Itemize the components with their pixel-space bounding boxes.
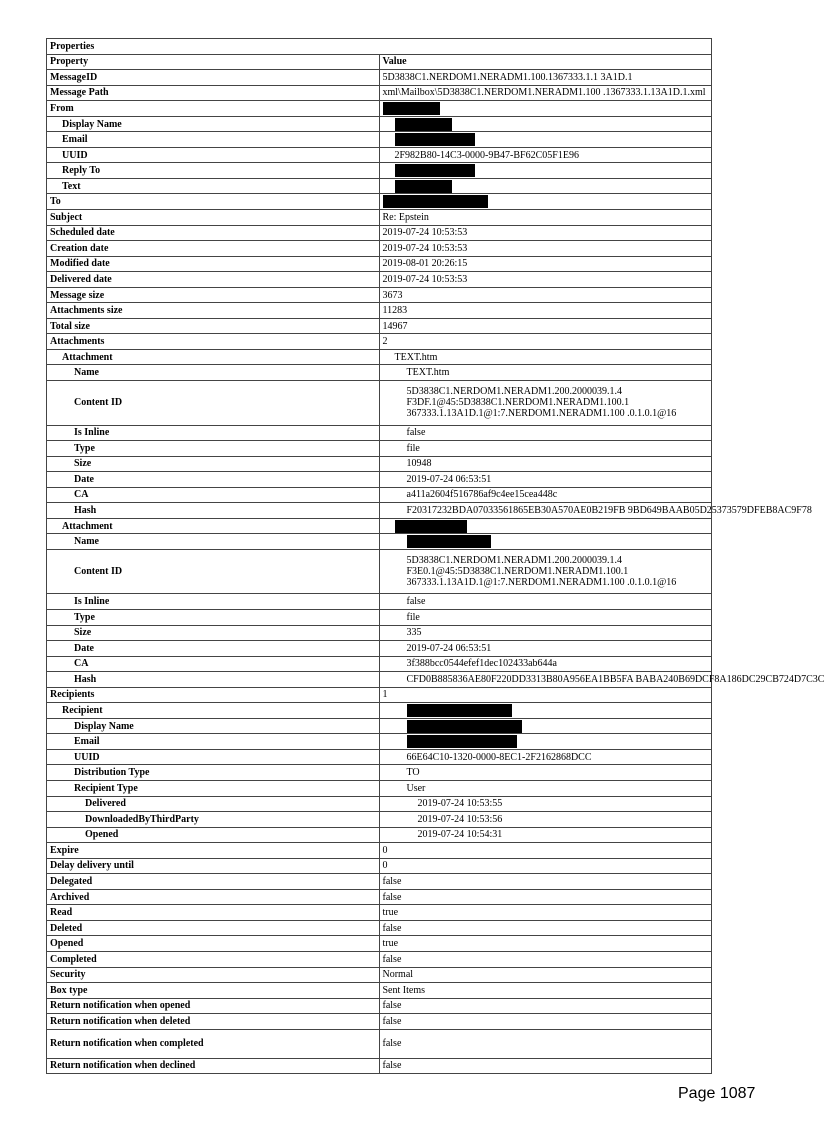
- property-row: [47, 365, 712, 381]
- page-number: Page 1087: [678, 1085, 756, 1102]
- property-value: 11283: [379, 303, 712, 319]
- property-name: UUID: [47, 147, 380, 163]
- property-name: Hash: [47, 503, 380, 519]
- property-value: 2: [379, 334, 712, 350]
- property-value: [379, 163, 712, 179]
- property-value: CFD0B885836AE80F220DD3313B80A956EA1BB5FA BABA240B69DCF8A186DC29CB724D7C3C: [379, 672, 712, 688]
- property-value-line: 367333.1.13A1D.1@1:7.NERDOM1.NERADM1.100 .0.1.0.1@16: [406, 577, 677, 589]
- property-name: Return notification when declined: [47, 1058, 380, 1074]
- property-name: Hash: [47, 672, 380, 688]
- property-name: Read: [47, 905, 380, 921]
- header-row: [47, 54, 712, 70]
- property-value: 5D3838C1.NERDOM1.NERADM1.100.1367333.1.1 3A1D.1: [379, 70, 712, 86]
- property-name: Message size: [47, 287, 380, 303]
- property-row: [47, 163, 712, 179]
- property-name: Name: [47, 534, 380, 550]
- property-value: [379, 178, 712, 194]
- property-value: [379, 734, 712, 750]
- property-value: false: [379, 889, 712, 905]
- property-value: 3673: [379, 287, 712, 303]
- property-name: Return notification when deleted: [47, 1014, 380, 1030]
- property-value: TO: [379, 765, 712, 781]
- property-value: file: [379, 609, 712, 625]
- property-value: 2019-07-24 10:53:56: [379, 812, 712, 828]
- redaction-box: [395, 164, 475, 177]
- property-name: Message Path: [47, 85, 380, 101]
- property-row: [47, 998, 712, 1014]
- property-row: [47, 441, 712, 457]
- redaction-box: [395, 180, 452, 193]
- property-row: [47, 318, 712, 334]
- property-value: false: [379, 920, 712, 936]
- property-name: Type: [47, 609, 380, 625]
- property-row: [47, 116, 712, 132]
- property-value: 2019-07-24 10:54:31: [379, 827, 712, 843]
- property-row: [47, 178, 712, 194]
- property-value: [379, 132, 712, 148]
- property-value: [379, 534, 712, 550]
- property-value-line: 5D3838C1.NERDOM1.NERADM1.200.2000039.1.4: [406, 555, 623, 567]
- property-value: xml\Mailbox\5D3838C1.NERDOM1.NERADM1.100 .1367333.1.13A1D.1.xml: [379, 85, 712, 101]
- property-name: Is Inline: [47, 594, 380, 610]
- property-value: [379, 194, 712, 210]
- header-property: Property: [47, 54, 380, 70]
- property-value: false: [379, 1014, 712, 1030]
- property-value: 10948: [379, 456, 712, 472]
- property-name: Creation date: [47, 241, 380, 257]
- property-value: 2019-07-24 06:53:51: [379, 641, 712, 657]
- property-name: Text: [47, 178, 380, 194]
- property-row: [47, 472, 712, 488]
- property-value: false: [379, 998, 712, 1014]
- section-title: Properties: [47, 39, 712, 55]
- property-name: Recipient: [47, 703, 380, 719]
- property-value: User: [379, 780, 712, 796]
- property-value: F20317232BDA07033561865EB30A570AE0B219FB 9BD649BAAB05D25373579DFEB8AC9F78: [379, 503, 712, 519]
- property-name: Total size: [47, 318, 380, 334]
- property-row: [47, 749, 712, 765]
- property-name: Is Inline: [47, 425, 380, 441]
- property-name: Display Name: [47, 718, 380, 734]
- property-row: [47, 503, 712, 519]
- property-row: [47, 225, 712, 241]
- property-row: [47, 349, 712, 365]
- property-name: Distribution Type: [47, 765, 380, 781]
- property-row: [47, 334, 712, 350]
- property-row: [47, 672, 712, 688]
- property-name: Name: [47, 365, 380, 381]
- property-value: 66E64C10-1320-0000-8EC1-2F2162868DCC: [379, 749, 712, 765]
- property-value: 2019-07-24 10:53:53: [379, 225, 712, 241]
- property-value: false: [379, 1029, 712, 1058]
- properties-table-body: [47, 39, 824, 1074]
- property-name: Type: [47, 441, 380, 457]
- property-name: To: [47, 194, 380, 210]
- property-row: [47, 194, 712, 210]
- property-name: Attachment: [47, 349, 380, 365]
- property-name: Deleted: [47, 920, 380, 936]
- property-name: Recipient Type: [47, 780, 380, 796]
- property-row: [47, 780, 712, 796]
- property-row: [47, 487, 712, 503]
- property-row: [47, 625, 712, 641]
- property-row: [47, 549, 712, 594]
- property-row: [47, 718, 712, 734]
- property-row: [47, 241, 712, 257]
- property-value-line: F3DF.1@45:5D3838C1.NERDOM1.NERADM1.100.1: [406, 397, 630, 409]
- section-title-row: [47, 39, 712, 55]
- property-value: 2019-07-24 10:53:53: [379, 241, 712, 257]
- redaction-box: [407, 720, 522, 733]
- property-row: [47, 303, 712, 319]
- redaction-box: [407, 704, 512, 717]
- property-value-line: 367333.1.13A1D.1@1:7.NERDOM1.NERADM1.100 .0.1.0.1@16: [406, 408, 677, 420]
- property-row: [47, 812, 712, 828]
- property-row: [47, 1014, 712, 1030]
- header-value: Value: [379, 54, 712, 70]
- property-row: [47, 85, 712, 101]
- property-name: Size: [47, 456, 380, 472]
- property-row: [47, 256, 712, 272]
- property-value-line: 5D3838C1.NERDOM1.NERADM1.200.2000039.1.4: [406, 386, 623, 398]
- property-name: Reply To: [47, 163, 380, 179]
- property-row: [47, 381, 712, 426]
- redaction-box: [395, 133, 475, 146]
- property-name: Completed: [47, 951, 380, 967]
- property-value: 14967: [379, 318, 712, 334]
- property-value: [379, 718, 712, 734]
- property-row: [47, 210, 712, 226]
- property-row: [47, 983, 712, 999]
- property-row: [47, 534, 712, 550]
- property-value: true: [379, 936, 712, 952]
- property-row: [47, 101, 712, 117]
- property-value: 0: [379, 843, 712, 859]
- property-value: [379, 703, 712, 719]
- property-row: [47, 594, 712, 610]
- property-name: Expire: [47, 843, 380, 859]
- property-value: 2019-07-24 06:53:51: [379, 472, 712, 488]
- property-row: [47, 843, 712, 859]
- property-name: CA: [47, 656, 380, 672]
- property-value: 2019-08-01 20:26:15: [379, 256, 712, 272]
- property-name: From: [47, 101, 380, 117]
- property-name: Date: [47, 641, 380, 657]
- property-value: Sent Items: [379, 983, 712, 999]
- property-row: [47, 936, 712, 952]
- property-value: 2F982B80-14C3-0000-9B47-BF62C05F1E96: [379, 147, 712, 163]
- property-name: Box type: [47, 983, 380, 999]
- property-value: 335: [379, 625, 712, 641]
- property-name: Attachments size: [47, 303, 380, 319]
- property-name: Attachments: [47, 334, 380, 350]
- property-row: [47, 609, 712, 625]
- property-row: [47, 874, 712, 890]
- property-value: TEXT.htm: [379, 349, 712, 365]
- property-name: Display Name: [47, 116, 380, 132]
- property-row: [47, 132, 712, 148]
- property-name: Email: [47, 734, 380, 750]
- property-row: [47, 656, 712, 672]
- property-row: [47, 272, 712, 288]
- property-value: false: [379, 951, 712, 967]
- property-name: Modified date: [47, 256, 380, 272]
- property-row: [47, 951, 712, 967]
- redaction-box: [395, 118, 452, 131]
- property-row: [47, 518, 712, 534]
- property-name: Content ID: [47, 549, 380, 594]
- property-name: Archived: [47, 889, 380, 905]
- property-name: Return notification when opened: [47, 998, 380, 1014]
- property-value: Normal: [379, 967, 712, 983]
- property-value: false: [379, 594, 712, 610]
- redaction-box: [383, 195, 488, 208]
- property-name: Recipients: [47, 687, 380, 703]
- property-name: Delivered date: [47, 272, 380, 288]
- property-value: a411a2604f516786af9c4ee15cea448c: [379, 487, 712, 503]
- property-name: Content ID: [47, 381, 380, 426]
- property-value: file: [379, 441, 712, 457]
- property-name: Return notification when completed: [47, 1029, 380, 1058]
- property-value-line: F3E0.1@45:5D3838C1.NERDOM1.NERADM1.100.1: [406, 566, 629, 578]
- property-row: [47, 147, 712, 163]
- property-row: [47, 287, 712, 303]
- property-row: [47, 905, 712, 921]
- property-value: Re: Epstein: [379, 210, 712, 226]
- redaction-box: [407, 535, 491, 548]
- property-name: DownloadedByThirdParty: [47, 812, 380, 828]
- property-row: [47, 425, 712, 441]
- property-value: 0: [379, 858, 712, 874]
- property-name: UUID: [47, 749, 380, 765]
- property-value: [379, 518, 712, 534]
- property-name: Opened: [47, 936, 380, 952]
- property-row: [47, 734, 712, 750]
- property-name: Delivered: [47, 796, 380, 812]
- property-name: MessageID: [47, 70, 380, 86]
- property-value: false: [379, 425, 712, 441]
- property-name: Date: [47, 472, 380, 488]
- property-row: [47, 858, 712, 874]
- property-name: Delegated: [47, 874, 380, 890]
- property-row: [47, 1029, 712, 1058]
- property-name: Subject: [47, 210, 380, 226]
- property-row: [47, 1058, 712, 1074]
- redaction-box: [383, 102, 440, 115]
- property-row: [47, 687, 712, 703]
- redaction-box: [395, 520, 467, 533]
- property-name: Opened: [47, 827, 380, 843]
- property-name: Security: [47, 967, 380, 983]
- property-row: [47, 641, 712, 657]
- property-value: [379, 549, 712, 594]
- property-name: CA: [47, 487, 380, 503]
- property-name: Size: [47, 625, 380, 641]
- property-row: [47, 703, 712, 719]
- property-value: 1: [379, 687, 712, 703]
- property-name: Scheduled date: [47, 225, 380, 241]
- properties-table: [46, 38, 824, 1074]
- property-value: [379, 101, 712, 117]
- property-row: [47, 796, 712, 812]
- property-value: 2019-07-24 10:53:53: [379, 272, 712, 288]
- property-row: [47, 765, 712, 781]
- property-value: [379, 381, 712, 426]
- property-name: Email: [47, 132, 380, 148]
- property-name: Delay delivery until: [47, 858, 380, 874]
- property-value: 2019-07-24 10:53:55: [379, 796, 712, 812]
- property-row: [47, 889, 712, 905]
- property-row: [47, 456, 712, 472]
- property-row: [47, 70, 712, 86]
- property-value: false: [379, 1058, 712, 1074]
- property-value: [379, 116, 712, 132]
- property-value: 3f388bcc0544efef1dec102433ab644a: [379, 656, 712, 672]
- property-value: false: [379, 874, 712, 890]
- property-value: TEXT.htm: [379, 365, 712, 381]
- property-row: [47, 827, 712, 843]
- property-row: [47, 967, 712, 983]
- redaction-box: [407, 735, 517, 748]
- property-value: true: [379, 905, 712, 921]
- property-row: [47, 920, 712, 936]
- property-name: Attachment: [47, 518, 380, 534]
